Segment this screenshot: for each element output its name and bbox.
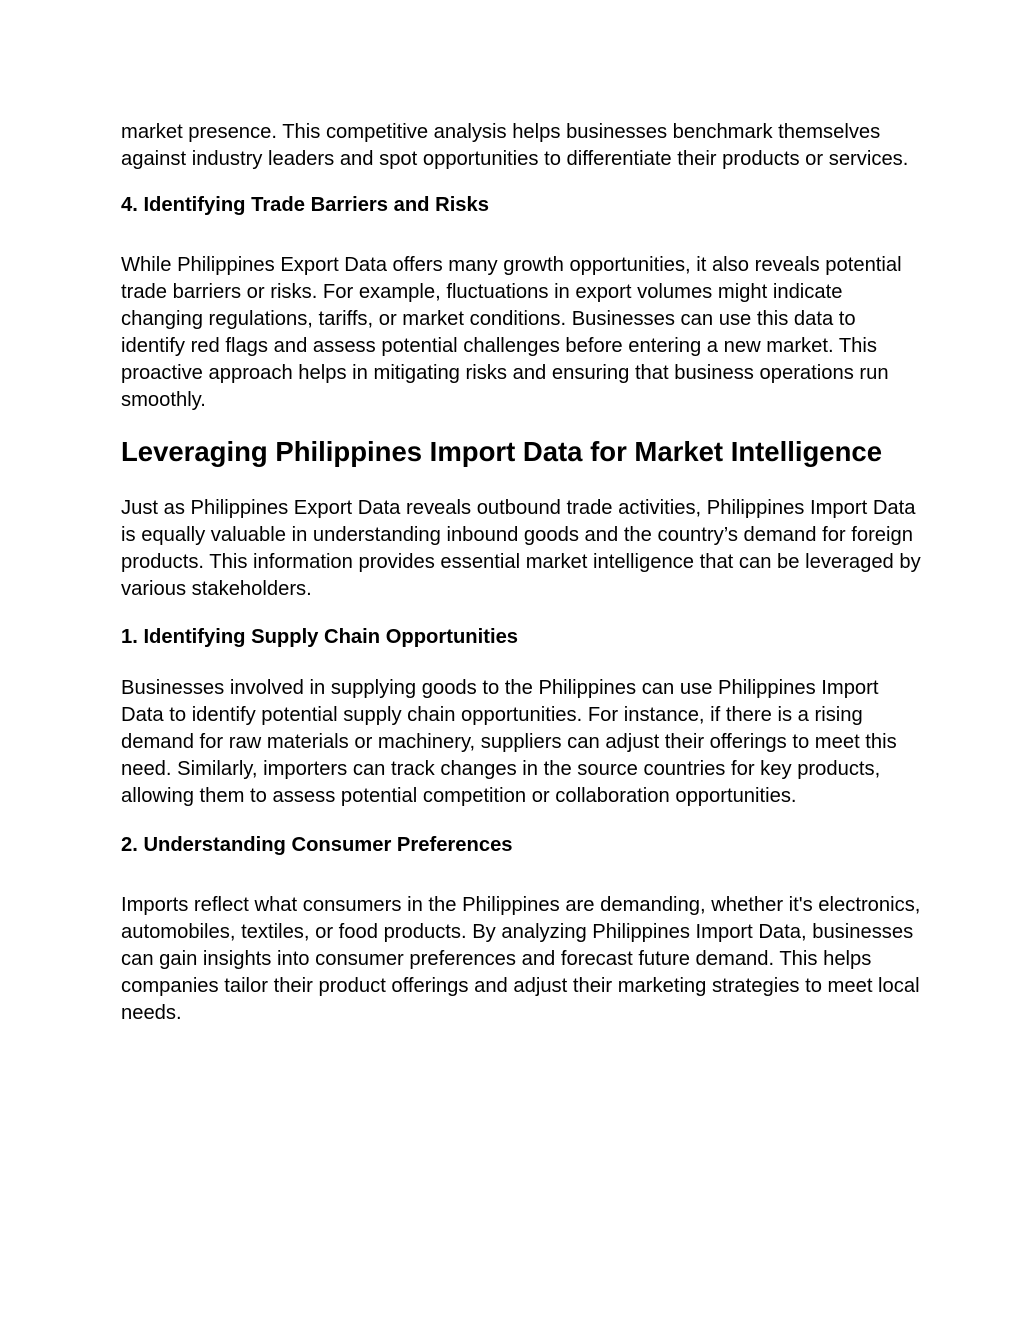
subsection-2-paragraph: Imports reflect what consumers in the Philippines are demanding, whether it's electronics, automobiles, textiles, or food products. By analyzing Philippines Import Data, businesses can gain insights into consumer preferences and forecast future demand. This helps companies tailor their product offerings and adjust their marketing strategies to meet local needs.: [121, 894, 921, 1024]
subsection-2-heading: 2. Understanding Consumer Preferences: [121, 834, 513, 856]
document-page: [121, 119, 921, 1027]
intro-paragraph: market presence. This competitive analysis helps businesses benchmark themselves against industry leaders and spot opportunities to differentiate their products or services.: [121, 121, 909, 170]
import-section-paragraph: Just as Philippines Export Data reveals outbound trade activities, Philippines Import Data is equally valuable in understanding inbound goods and the country’s demand for foreign products. This information provides essential market intelligence that can be leveraged by various stakeholders.: [121, 497, 921, 600]
import-section-heading: Leveraging Philippines Import Data for Market Intelligence: [121, 436, 882, 467]
section-4-paragraph: While Philippines Export Data offers many growth opportunities, it also reveals potential trade barriers or risks. For example, fluctuations in export volumes might indicate changing regulations, tariffs, or market conditions. Businesses can use this data to identify red flags and assess potential challenges before entering a new market. This proactive approach helps in mitigating risks and ensuring that business operations run smoothly.: [121, 254, 902, 411]
subsection-1-paragraph: Businesses involved in supplying goods to the Philippines can use Philippines Import Data to identify potential supply chain opportunities. For instance, if there is a rising demand for raw materials or machinery, suppliers can adjust their offerings to meet this need. Similarly, importers can track changes in the source countries for key products, allowing them to assess potential competition or collaboration opportunities.: [121, 677, 897, 807]
subsection-1-heading: 1. Identifying Supply Chain Opportunities: [121, 626, 519, 648]
section-4-heading: 4. Identifying Trade Barriers and Risks: [121, 194, 489, 216]
